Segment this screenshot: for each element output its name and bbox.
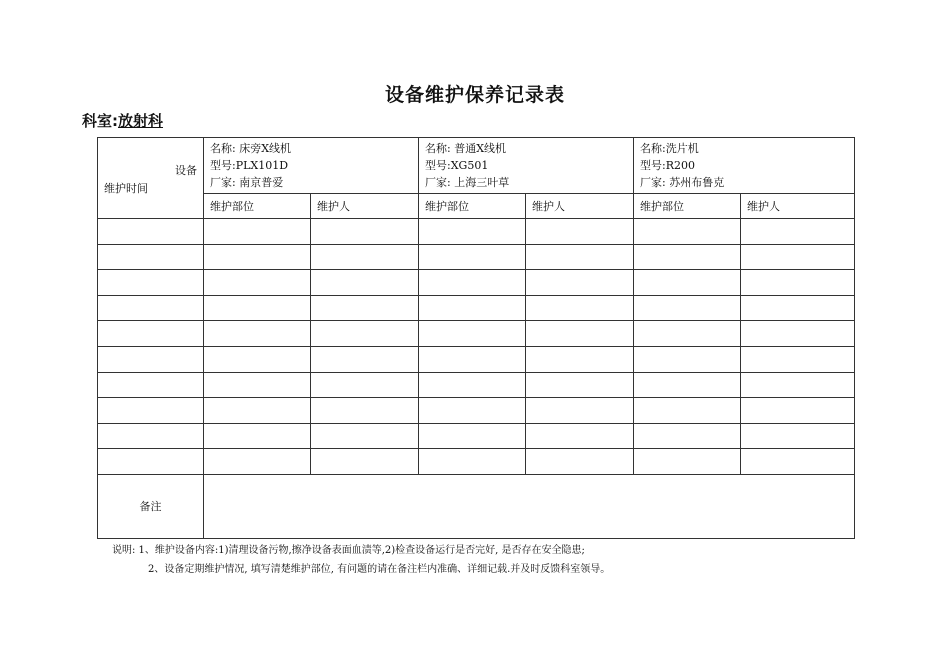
maintenance-part-cell[interactable]: [204, 423, 311, 449]
maintainer-cell[interactable]: [526, 346, 634, 372]
equipment-model: 型号:XG501: [425, 159, 489, 172]
maintenance-time-cell[interactable]: [98, 219, 204, 245]
maintenance-part-cell[interactable]: [204, 449, 311, 475]
maintenance-part-cell[interactable]: [419, 244, 526, 270]
maintenance-time-cell[interactable]: [98, 295, 204, 321]
maintainer-cell[interactable]: [741, 295, 855, 321]
maintainer-cell[interactable]: [311, 321, 419, 347]
maintenance-part-cell[interactable]: [419, 295, 526, 321]
maintenance-time-cell[interactable]: [98, 321, 204, 347]
maintainer-cell[interactable]: [741, 321, 855, 347]
sub-header-person: 维护人: [741, 194, 855, 219]
maintenance-part-cell[interactable]: [634, 295, 741, 321]
department-line: [82, 110, 163, 131]
maintenance-part-cell[interactable]: [634, 372, 741, 398]
corner-equipment-label: 设备: [175, 164, 197, 177]
sub-header-person: 维护人: [526, 194, 634, 219]
equipment-cell-2: [419, 138, 634, 194]
equipment-model: 型号:R200: [640, 159, 696, 172]
maintainer-cell[interactable]: [311, 398, 419, 424]
page-title: 设备维护保养记录表: [384, 84, 565, 106]
record-row: [98, 398, 855, 424]
maintainer-cell[interactable]: [741, 372, 855, 398]
sub-header-row: [98, 194, 855, 219]
maintenance-time-cell[interactable]: [98, 423, 204, 449]
maintainer-cell[interactable]: [741, 244, 855, 270]
record-rows: [98, 219, 855, 475]
maintenance-part-cell[interactable]: [204, 346, 311, 372]
corner-time-label: 维护时间: [104, 182, 148, 195]
remarks-row: [98, 474, 855, 538]
maintainer-cell[interactable]: [311, 346, 419, 372]
maintainer-cell[interactable]: [526, 398, 634, 424]
maintenance-time-cell[interactable]: [98, 244, 204, 270]
maintenance-part-cell[interactable]: [419, 346, 526, 372]
maintainer-cell[interactable]: [526, 321, 634, 347]
maintenance-part-cell[interactable]: [204, 244, 311, 270]
record-row: [98, 423, 855, 449]
maintenance-part-cell[interactable]: [419, 372, 526, 398]
maintainer-cell[interactable]: [526, 372, 634, 398]
sub-header-part: 维护部位: [204, 194, 311, 219]
department-label: 科室:: [82, 112, 118, 130]
maintenance-part-cell[interactable]: [634, 449, 741, 475]
maintenance-part-cell[interactable]: [634, 270, 741, 296]
sub-header-part: 维护部位: [419, 194, 526, 219]
maintenance-part-cell[interactable]: [634, 321, 741, 347]
maintenance-part-cell[interactable]: [634, 346, 741, 372]
maintenance-time-cell[interactable]: [98, 346, 204, 372]
maintenance-part-cell[interactable]: [204, 270, 311, 296]
maintenance-part-cell[interactable]: [419, 219, 526, 245]
department-value: 放射科: [118, 112, 164, 130]
maintainer-cell[interactable]: [741, 219, 855, 245]
record-row: [98, 321, 855, 347]
maintenance-part-cell[interactable]: [204, 398, 311, 424]
maintainer-cell[interactable]: [741, 423, 855, 449]
maintenance-part-cell[interactable]: [419, 398, 526, 424]
equipment-cell-1: [204, 138, 419, 194]
equipment-name: 名称: 床旁X线机: [210, 142, 292, 155]
record-row: [98, 346, 855, 372]
maintenance-part-cell[interactable]: [634, 244, 741, 270]
remarks-label: 备注: [98, 474, 204, 538]
maintenance-part-cell[interactable]: [419, 321, 526, 347]
maintenance-part-cell[interactable]: [419, 423, 526, 449]
equipment-name: 名称:洗片机: [640, 142, 699, 155]
equipment-cell-3: [634, 138, 855, 194]
maintenance-time-cell[interactable]: [98, 398, 204, 424]
maintenance-part-cell[interactable]: [419, 449, 526, 475]
maintenance-time-cell[interactable]: [98, 270, 204, 296]
maintainer-cell[interactable]: [741, 270, 855, 296]
maintainer-cell[interactable]: [311, 372, 419, 398]
record-row: [98, 270, 855, 296]
record-row: [98, 372, 855, 398]
note-line-2: 2、设备定期维护情况, 填写清楚维护部位, 有问题的请在备注栏内准确、详细记载.并及时反馈科室领导。: [148, 564, 611, 575]
record-row: [98, 244, 855, 270]
notes: [112, 541, 610, 579]
maintainer-cell[interactable]: [311, 219, 419, 245]
maintenance-part-cell[interactable]: [634, 423, 741, 449]
note-line-1: 说明: 1、维护设备内容:1)清理设备污物,擦净设备表面血渍等,2)检查设备运行是否完好, 是否存在安全隐患;: [112, 545, 585, 556]
maintainer-cell[interactable]: [526, 423, 634, 449]
equipment-maker: 厂家: 苏州布鲁克: [640, 176, 725, 189]
record-row: [98, 219, 855, 245]
maintenance-part-cell[interactable]: [204, 219, 311, 245]
maintenance-time-cell[interactable]: [98, 449, 204, 475]
maintainer-cell[interactable]: [526, 295, 634, 321]
corner-header-cell: [98, 138, 204, 219]
maintainer-cell[interactable]: [741, 398, 855, 424]
equipment-maker: 厂家: 南京普爱: [210, 176, 284, 189]
equipment-name: 名称: 普通X线机: [425, 142, 507, 155]
equipment-model: 型号:PLX101D: [210, 159, 289, 172]
maintenance-part-cell[interactable]: [634, 398, 741, 424]
maintenance-part-cell[interactable]: [204, 372, 311, 398]
record-row: [98, 295, 855, 321]
maintainer-cell[interactable]: [311, 244, 419, 270]
maintainer-cell[interactable]: [741, 346, 855, 372]
maintenance-part-cell[interactable]: [419, 270, 526, 296]
sub-header-part: 维护部位: [634, 194, 741, 219]
sub-header-person: 维护人: [311, 194, 419, 219]
maintenance-part-cell[interactable]: [204, 321, 311, 347]
maintainer-cell[interactable]: [526, 244, 634, 270]
maintainer-cell[interactable]: [311, 449, 419, 475]
equipment-header-row: [98, 138, 855, 194]
maintenance-part-cell[interactable]: [204, 295, 311, 321]
maintainer-cell[interactable]: [526, 219, 634, 245]
equipment-maker: 厂家: 上海三叶草: [425, 176, 510, 189]
maintainer-cell[interactable]: [311, 270, 419, 296]
remarks-field[interactable]: [204, 474, 855, 538]
maintainer-cell[interactable]: [526, 270, 634, 296]
maintainer-cell[interactable]: [311, 423, 419, 449]
record-row: [98, 449, 855, 475]
maintainer-cell[interactable]: [741, 449, 855, 475]
maintainer-cell[interactable]: [311, 295, 419, 321]
maintainer-cell[interactable]: [526, 449, 634, 475]
maintenance-part-cell[interactable]: [634, 219, 741, 245]
maintenance-table: [97, 137, 855, 539]
maintenance-time-cell[interactable]: [98, 372, 204, 398]
